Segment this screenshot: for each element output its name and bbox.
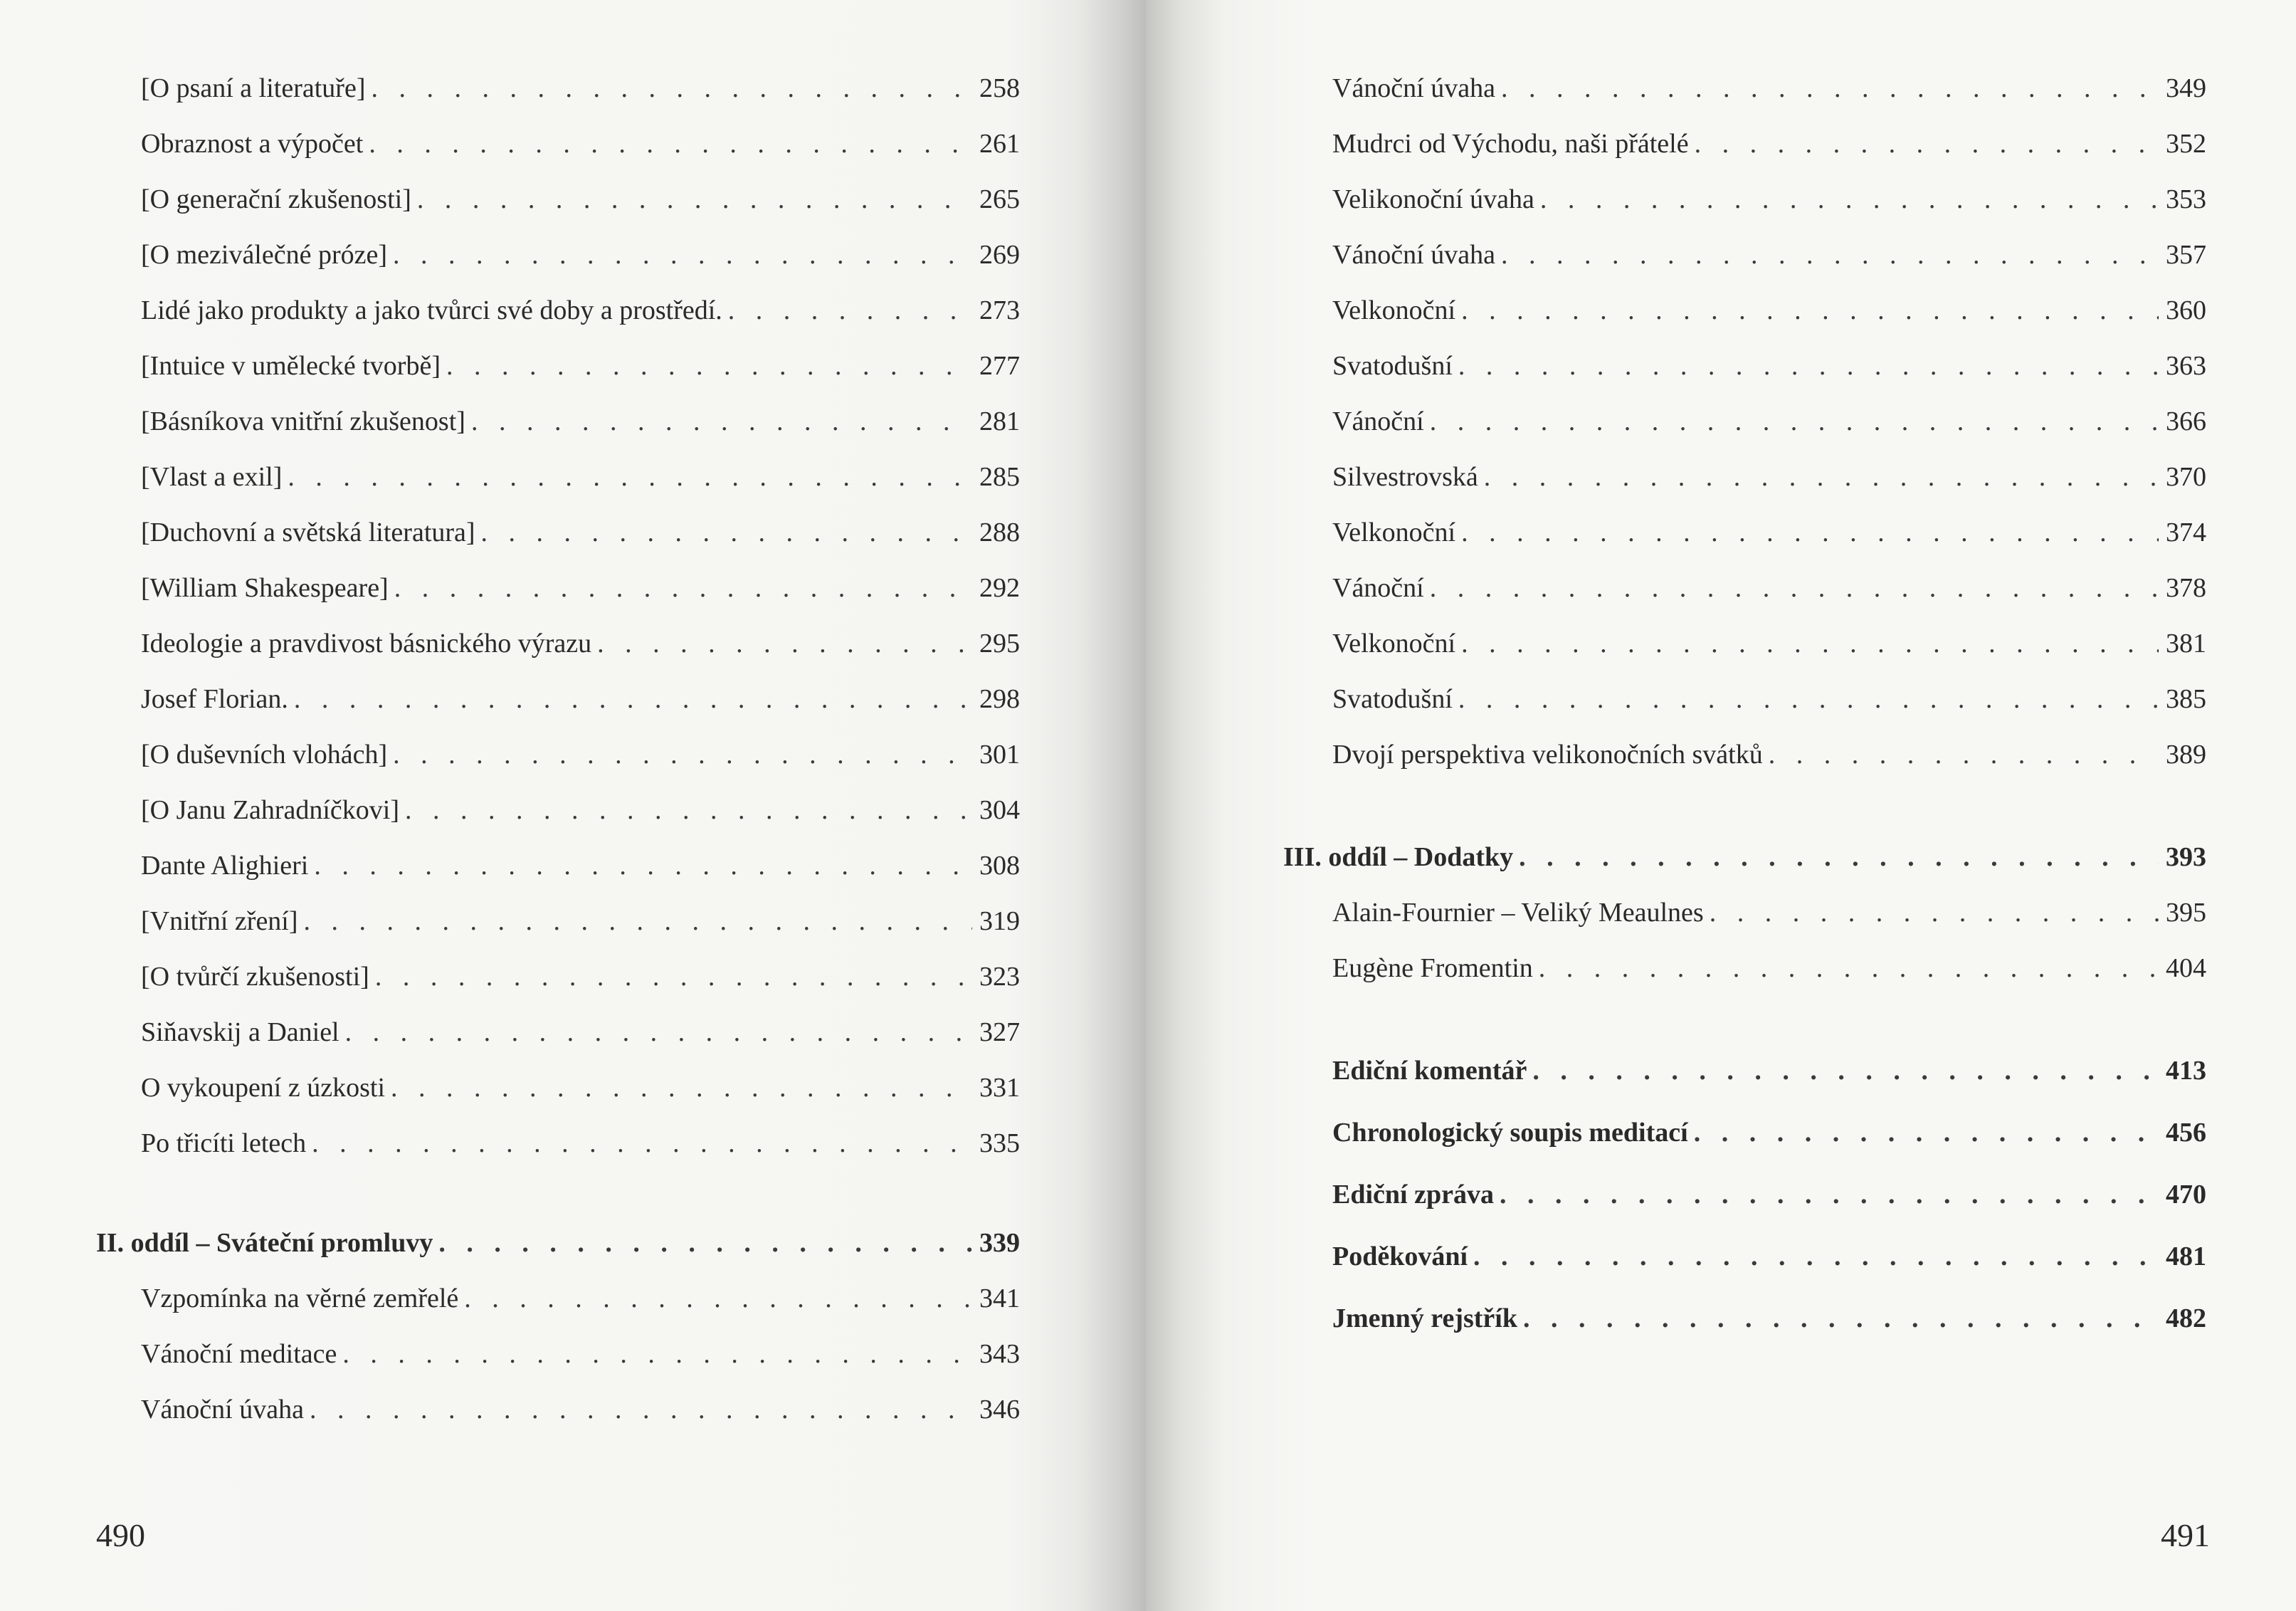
dot-leader	[1458, 682, 2159, 716]
toc-entry	[141, 71, 1020, 105]
dot-leader	[369, 127, 972, 161]
toc-entry-title: Velkonoční	[1332, 629, 1456, 658]
toc-entry	[1332, 404, 2206, 439]
toc-entry-page: 269	[979, 240, 1020, 270]
toc-section-heading	[1283, 840, 2206, 874]
right-page-number: 491	[2161, 1517, 2210, 1553]
toc-entry-page: 319	[979, 906, 1020, 936]
toc-entry-page: 404	[2166, 953, 2206, 983]
toc-entry-page: 353	[2166, 184, 2206, 214]
toc-entry	[141, 293, 1020, 327]
toc-entry-page: 335	[979, 1128, 1020, 1158]
toc-entry	[141, 515, 1020, 550]
toc-entry-page: 308	[979, 851, 1020, 881]
toc-entry-title: [Intuice v umělecké tvorbě]	[141, 351, 441, 381]
dot-leader	[314, 849, 972, 883]
dot-leader	[304, 904, 972, 938]
toc-entry-title: Ideologie a pravdivost básnického výrazu	[141, 629, 592, 658]
toc-entry-page: 363	[2166, 351, 2206, 381]
toc-entry-page: 395	[2166, 898, 2206, 928]
toc-entry-page: 285	[979, 462, 1020, 492]
dot-leader	[371, 71, 972, 105]
toc-entry-page: 389	[2166, 740, 2206, 770]
toc-entry-page: 273	[979, 295, 1020, 325]
toc-section-heading	[96, 1226, 1020, 1260]
toc-entry-title: Vánoční	[1332, 573, 1424, 603]
dot-leader	[446, 349, 972, 383]
toc-entry-page: 327	[979, 1017, 1020, 1047]
toc-entry	[141, 1126, 1020, 1160]
toc-entry-title: Josef Florian.	[141, 684, 288, 714]
toc-entry	[1332, 738, 2206, 772]
toc-entry	[1332, 293, 2206, 327]
toc-entry-title: Velikonoční úvaha	[1332, 184, 1534, 214]
dot-leader	[288, 460, 972, 494]
toc-entry-page: 292	[979, 573, 1020, 603]
toc-entry-title: Ediční zpráva	[1332, 1180, 1494, 1209]
toc-entry-title: Vánoční úvaha	[141, 1395, 304, 1424]
toc-entry-page: 360	[2166, 295, 2206, 325]
toc-section-heading	[1332, 1177, 2206, 1212]
dot-leader	[1519, 840, 2159, 874]
toc-entry	[141, 904, 1020, 938]
dot-leader	[1461, 293, 2159, 327]
dot-leader	[1461, 626, 2159, 661]
toc-section-heading	[1332, 1239, 2206, 1274]
toc-entry-page: 304	[979, 795, 1020, 825]
dot-leader	[1430, 571, 2159, 605]
toc-entry-title: III. oddíl – Dodatky	[1283, 842, 1514, 872]
toc-entry	[1332, 626, 2206, 661]
toc-entry-title: [O psaní a literatuře]	[141, 73, 366, 103]
toc-entry-page: 265	[979, 184, 1020, 214]
toc-entry-page: 343	[979, 1339, 1020, 1369]
toc-entry-title: Vánoční úvaha	[1332, 240, 1495, 270]
dot-leader	[310, 1392, 972, 1427]
dot-leader	[1523, 1301, 2159, 1335]
dot-leader	[728, 293, 972, 327]
dot-leader	[1694, 1116, 2159, 1150]
toc-entry	[141, 1337, 1020, 1371]
toc-entry-page: 370	[2166, 462, 2206, 492]
toc-entry-page: 339	[979, 1228, 1020, 1258]
toc-entry-page: 281	[979, 406, 1020, 436]
dot-leader	[438, 1226, 972, 1260]
toc-entry-page: 381	[2166, 629, 2206, 658]
toc-entry	[1332, 71, 2206, 105]
toc-entry	[141, 1071, 1020, 1105]
toc-entry-title: Alain-Fournier – Veliký Meaulnes	[1332, 898, 1704, 928]
dot-leader	[1769, 738, 2159, 772]
toc-entry-title: Velkonoční	[1332, 518, 1456, 547]
dot-leader	[375, 960, 972, 994]
toc-entry-title: Chronologický soupis meditací	[1332, 1118, 1688, 1148]
dot-leader	[1484, 460, 2159, 494]
toc-entry-page: 349	[2166, 73, 2206, 103]
dot-leader	[1540, 182, 2159, 216]
toc-section-heading	[1332, 1301, 2206, 1335]
toc-entry-page: 258	[979, 73, 1020, 103]
toc-entry-page: 261	[979, 129, 1020, 159]
toc-entry-title: [O meziválečné próze]	[141, 240, 388, 270]
toc-entry-title: Dvojí perspektiva velikonočních svátků	[1332, 740, 1763, 770]
dot-leader	[294, 682, 972, 716]
dot-leader	[1461, 515, 2159, 550]
toc-entry-page: 298	[979, 684, 1020, 714]
toc-entry-title: Svatodušní	[1332, 684, 1453, 714]
toc-entry-title: Eugène Fromentin	[1332, 953, 1533, 983]
toc-entry-title: Silvestrovská	[1332, 462, 1478, 492]
toc-entry	[141, 349, 1020, 383]
toc-entry-page: 470	[2166, 1180, 2206, 1209]
toc-entry-page: 346	[979, 1395, 1020, 1424]
toc-entry-title: Vzpomínka na věrné zemřelé	[141, 1284, 459, 1313]
toc-entry-title: [O duševních vlohách]	[141, 740, 388, 770]
toc-entry	[141, 571, 1020, 605]
toc-entry-page: 456	[2166, 1118, 2206, 1148]
toc-entry	[1332, 951, 2206, 985]
toc-entry-title: Ediční komentář	[1332, 1056, 1527, 1086]
toc-entry-title: Vánoční úvaha	[1332, 73, 1495, 103]
toc-entry-page: 331	[979, 1073, 1020, 1103]
toc-entry-title: Vánoční meditace	[141, 1339, 337, 1369]
toc-entry	[141, 238, 1020, 272]
toc-entry-title: [Vnitřní zření]	[141, 906, 298, 936]
dot-leader	[1500, 1177, 2159, 1212]
toc-entry-title: Poděkování	[1332, 1242, 1468, 1271]
dot-leader	[481, 515, 972, 550]
toc-entry-title: O vykoupení z úzkosti	[141, 1073, 386, 1103]
dot-leader	[471, 404, 972, 439]
dot-leader	[1539, 951, 2159, 985]
dot-leader	[1532, 1054, 2159, 1088]
left-page	[0, 0, 1146, 1611]
toc-entry-page: 385	[2166, 684, 2206, 714]
toc-entry-page: 295	[979, 629, 1020, 658]
toc-entry-title: II. oddíl – Sváteční promluvy	[96, 1228, 433, 1258]
dot-leader	[597, 626, 972, 661]
toc-entry-title: Siňavskij a Daniel	[141, 1017, 339, 1047]
dot-leader	[342, 1337, 972, 1371]
toc-entry-title: Velkonoční	[1332, 295, 1456, 325]
toc-entry	[141, 182, 1020, 216]
toc-entry	[141, 1392, 1020, 1427]
dot-leader	[1473, 1239, 2159, 1274]
toc-entry-page: 352	[2166, 129, 2206, 159]
toc-entry	[1332, 127, 2206, 161]
toc-entry	[141, 460, 1020, 494]
dot-leader	[312, 1126, 972, 1160]
toc-entry	[1332, 896, 2206, 930]
toc-entry-title: Vánoční	[1332, 406, 1424, 436]
dot-leader	[345, 1015, 972, 1049]
toc-entry	[141, 738, 1020, 772]
toc-entry-title: [Básníkova vnitřní zkušenost]	[141, 406, 465, 436]
toc-entry	[141, 682, 1020, 716]
toc-entry	[141, 404, 1020, 439]
toc-entry-page: 277	[979, 351, 1020, 381]
toc-entry	[1332, 571, 2206, 605]
dot-leader	[1695, 127, 2159, 161]
toc-entry	[141, 1015, 1020, 1049]
dot-leader	[1501, 71, 2159, 105]
toc-entry	[1332, 460, 2206, 494]
toc-entry	[141, 127, 1020, 161]
toc-entry-title: Jmenný rejstřík	[1332, 1303, 1517, 1333]
toc-entry-title: Lidé jako produkty a jako tvůrci své doby a prostředí.	[141, 295, 722, 325]
toc-entry	[141, 849, 1020, 883]
toc-entry	[141, 626, 1020, 661]
toc-entry-title: [Vlast a exil]	[141, 462, 283, 492]
toc-entry-title: [O generační zkušenosti]	[141, 184, 411, 214]
toc-entry-page: 413	[2166, 1056, 2206, 1086]
dot-leader	[393, 238, 972, 272]
dot-leader	[393, 738, 972, 772]
toc-entry	[141, 960, 1020, 994]
dot-leader	[394, 571, 972, 605]
toc-entry	[1332, 682, 2206, 716]
toc-section-heading	[1332, 1054, 2206, 1088]
toc-entry-title: Obraznost a výpočet	[141, 129, 364, 159]
toc-entry	[141, 793, 1020, 827]
toc-section-heading	[1332, 1116, 2206, 1150]
left-page-number: 490	[96, 1517, 145, 1553]
toc-entry-page: 366	[2166, 406, 2206, 436]
toc-entry-page: 374	[2166, 518, 2206, 547]
toc-entry-title: [O tvůrčí zkušenosti]	[141, 962, 369, 992]
toc-entry-title: Dante Alighieri	[141, 851, 309, 881]
dot-leader	[405, 793, 972, 827]
toc-entry-page: 482	[2166, 1303, 2206, 1333]
dot-leader	[1501, 238, 2159, 272]
dot-leader	[1430, 404, 2159, 439]
toc-entry-title: Po třicíti letech	[141, 1128, 307, 1158]
toc-entry-page: 301	[979, 740, 1020, 770]
toc-entry-page: 393	[2166, 842, 2206, 872]
toc-entry-page: 341	[979, 1284, 1020, 1313]
toc-entry-page: 378	[2166, 573, 2206, 603]
toc-entry-page: 288	[979, 518, 1020, 547]
dot-leader	[391, 1071, 972, 1105]
dot-leader	[1710, 896, 2159, 930]
toc-entry-page: 357	[2166, 240, 2206, 270]
toc-entry	[1332, 238, 2206, 272]
dot-leader	[1458, 349, 2159, 383]
toc-entry-title: [William Shakespeare]	[141, 573, 389, 603]
toc-entry-page: 481	[2166, 1242, 2206, 1271]
dot-leader	[417, 182, 972, 216]
toc-entry	[1332, 182, 2206, 216]
toc-entry-title: Svatodušní	[1332, 351, 1453, 381]
toc-entry-title: Mudrci od Východu, naši přátelé	[1332, 129, 1689, 159]
toc-entry	[1332, 349, 2206, 383]
toc-entry-title: [Duchovní a světská literatura]	[141, 518, 475, 547]
toc-entry	[141, 1281, 1020, 1316]
right-page	[1146, 0, 2296, 1611]
toc-entry-page: 323	[979, 962, 1020, 992]
toc-entry-title: [O Janu Zahradníčkovi]	[141, 795, 399, 825]
toc-entry	[1332, 515, 2206, 550]
dot-leader	[464, 1281, 972, 1316]
